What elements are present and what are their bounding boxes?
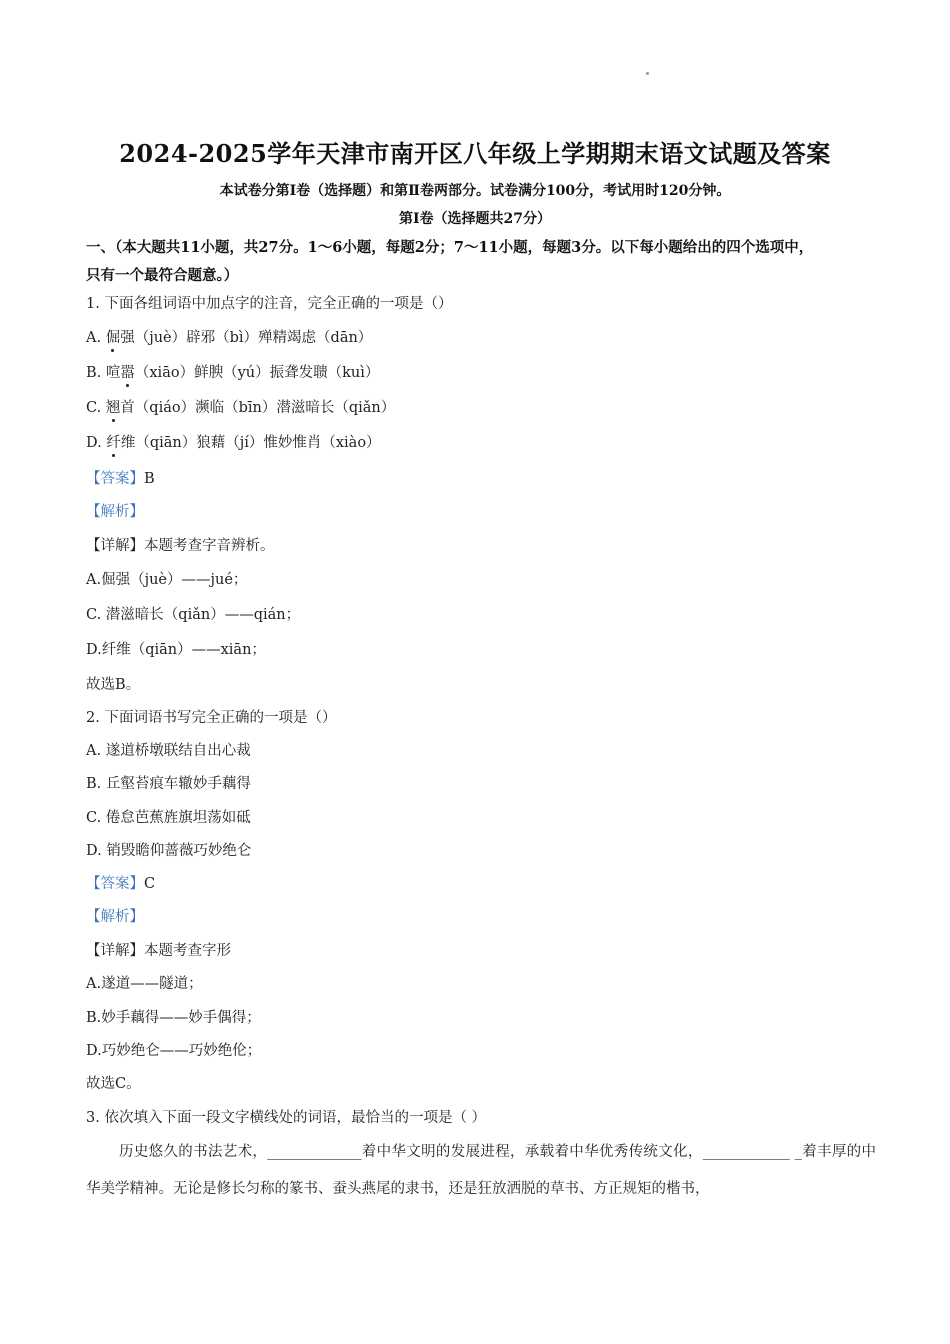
q2-detail-line-2: B.妙手藕得——妙手偶得； bbox=[86, 1010, 261, 1026]
q1-option-d-prefix: D. bbox=[86, 435, 107, 451]
q1-option-d-dotted-char: 纤 bbox=[106, 435, 121, 451]
q1-conclusion: 故选B。 bbox=[86, 677, 141, 693]
q2-detail-line-1: A.遂道——隧道； bbox=[86, 976, 203, 992]
q1-stem: 1. 下面各组词语中加点字的注音，完全正确的一项是（） bbox=[86, 296, 453, 312]
q1-option-a bbox=[86, 328, 876, 348]
q1-detail bbox=[86, 536, 876, 556]
page-title: 2024-2025学年天津市南开区八年级上学期期末语文试题及答案 bbox=[119, 139, 831, 168]
q1-analysis-label: 【解析】 bbox=[86, 504, 144, 520]
detail-label: 【详解】 bbox=[86, 943, 144, 959]
q3-stem: 3. 依次填入下面一段文字横线处的词语，最恰当的一项是（ ） bbox=[86, 1110, 487, 1126]
q1-option-c-dotted-char: 翘 bbox=[105, 400, 121, 416]
q2-option-d: D. 销毁瞻仰蔷薇巧妙绝仑 bbox=[86, 843, 252, 859]
q2-option-b: B. 丘壑苔痕车辙妙手藕得 bbox=[86, 776, 251, 792]
q2-conclusion: 故选C。 bbox=[86, 1076, 141, 1092]
q2-detail-line-3: D.巧妙绝仑——巧妙绝伦； bbox=[86, 1043, 262, 1059]
instruction-line-2: 只有一个最符合题意。） bbox=[86, 267, 239, 284]
q2-analysis-label: 【解析】 bbox=[86, 909, 144, 925]
q2-option-c: C. 倦怠芭蕉旌旗坦荡如砥 bbox=[86, 810, 251, 826]
q1-option-b-dotted-char: 嚣 bbox=[120, 365, 135, 381]
answer-label: 【答案】 bbox=[86, 876, 144, 892]
q1-option-c bbox=[86, 398, 876, 418]
q1-option-c-prefix: C. bbox=[86, 400, 106, 416]
detail-label: 【详解】 bbox=[86, 538, 144, 554]
exam-subtitle: 本试卷分第Ⅰ卷（选择题）和第Ⅱ卷两部分。试卷满分100分，考试用时120分钟。 bbox=[219, 183, 731, 199]
answer-label: 【答案】 bbox=[86, 471, 144, 487]
q1-option-c-text: 首（qiáo）濒临（bīn）潜滋暗长（qiǎn） bbox=[120, 400, 396, 416]
q1-option-a-dotted-char: 倔 bbox=[105, 330, 121, 346]
q1-detail-line-1: A.倔强（juè）——jué； bbox=[86, 572, 248, 588]
q3-passage: 历史悠久的书法艺术，_____________着中华文明的发展进程，承载着中华优秀传统文化，____________ _着丰厚的中华美学精神。无论是修长匀称的篆书、蚕头燕尾的隶书，还是狂放洒脱的草书、方正规矩的楷书， bbox=[86, 1144, 876, 1197]
q1-answer-value: B bbox=[144, 471, 155, 487]
q2-option-a: A. 遂道桥墩联结自出心裁 bbox=[86, 743, 251, 759]
q1-option-a-text: 强（juè）辟邪（bì）殚精竭虑（dān） bbox=[120, 330, 373, 346]
q1-detail-line-3: D.纤维（qiān）——xiān； bbox=[86, 642, 266, 658]
q1-answer bbox=[86, 469, 876, 489]
q1-option-d-text: 维（qiān）狼藉（jí）惟妙惟肖（xiào） bbox=[120, 435, 381, 451]
q2-detail bbox=[86, 941, 876, 961]
q1-detail-line-2: C. 潜滋暗长（qiǎn）——qián； bbox=[86, 607, 301, 623]
q2-stem: 2. 下面词语书写完全正确的一项是（） bbox=[86, 710, 337, 726]
q1-option-d bbox=[86, 433, 876, 453]
q1-option-a-prefix: A. bbox=[86, 330, 106, 346]
section-title: 第Ⅰ卷（选择题共27分） bbox=[398, 211, 552, 227]
q1-option-b-prefix: B. 喧 bbox=[86, 365, 121, 381]
q1-detail-text: 本题考查字音辨析。 bbox=[144, 538, 275, 554]
instruction-line-1: 一、（本大题共11小题，共27分。1～6小题，每题2分；7～11小题，每题3分。以下每小题给出的四个选项中， bbox=[86, 239, 814, 256]
q2-answer bbox=[86, 874, 876, 894]
q1-option-b bbox=[86, 363, 876, 383]
q2-answer-value: C bbox=[144, 876, 156, 892]
q2-detail-text: 本题考查字形 bbox=[144, 943, 231, 959]
scan-dot bbox=[646, 72, 649, 75]
q1-option-b-text: （xiāo）鲜腴（yú）振聋发聩（kuì） bbox=[134, 365, 380, 381]
